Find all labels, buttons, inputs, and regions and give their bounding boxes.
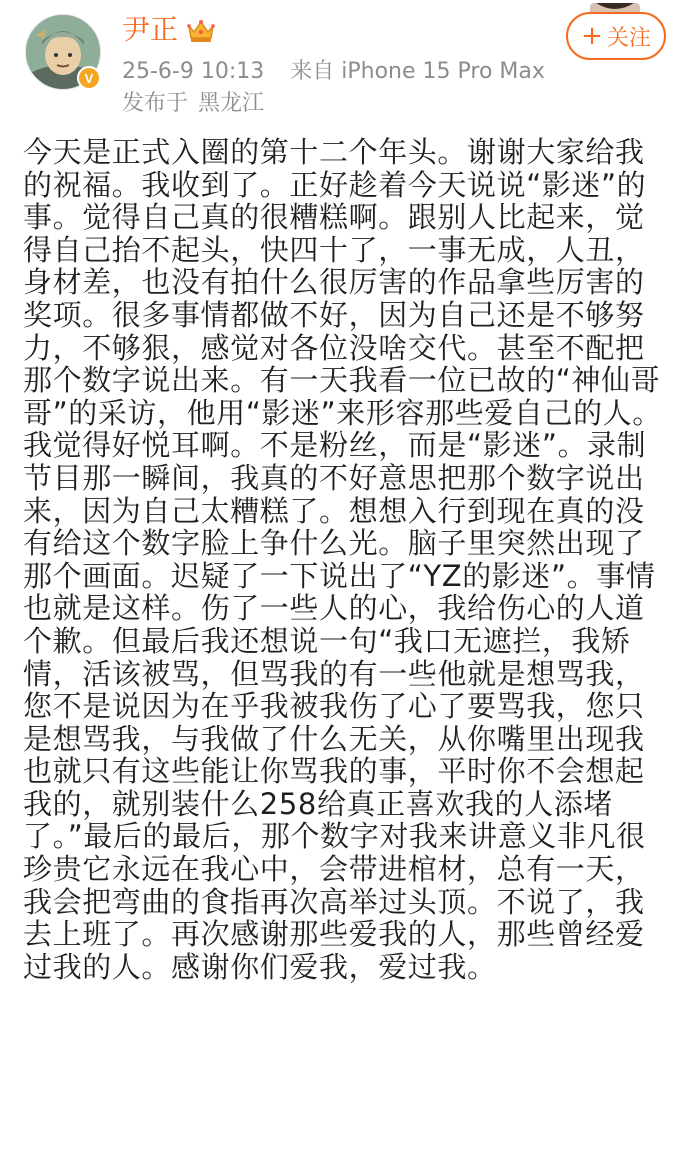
- post-timestamp: 25-6-9 10:13: [122, 59, 265, 84]
- verified-badge-icon: V: [79, 68, 99, 88]
- post-body: 今天是正式入圈的第十二个年头。谢谢大家给我的祝福。我收到了。正好趁着今天说说“影迷”的事。觉得自己真的很糟糕啊。跟别人比起来，觉得自己抬不起头，快四十了，一事无成，人丑，身材差，也没有拍什么很厉害的作品拿些厉害的奖项。很多事情都做不好，因为自己还是不够努力，不够狠，感觉对各位没啥交代。甚至不配把那个数字说出来。有一天我看一位已故的“神仙哥哥”的采访，他用“影迷”来形容那些爱自己的人。我觉得好悦耳啊。不是粉丝，而是“影迷”。录制节目那一瞬间，我真的不好意思把那个数字说出来，因为自己太糟糕了。想想入行到现在真的没有给这个数字脸上争什么光。脑子里突然出现了那个画面。迟疑了一下说出了“YZ的影迷”。事情也就是这样。伤了一些人的心，我给伤心的人道个歉。但最后我还想说一句“我口无遮拦，我矫情，活该被骂，但骂我的有一些他就是想骂我，您不是说因为在乎我被我伤了心了要骂我，您只是想骂我，与我做了什么无关，从你嘴里出现我也就只有这些能让你骂我的事，平时你不会想起我的，就别装什么258给真正喜欢我的人添堵了。”最后的最后，那个数字对我来讲意义非凡很珍贵它永远在我心中，会带进棺材，总有一天，我会把弯曲的食指再次高举过头顶。不说了，我去上班了。再次感谢那些爱我的人，那些曾经爱过我的人。感谢你们爱我，爱过我。: [23, 135, 662, 984]
- author-avatar[interactable]: [25, 14, 103, 92]
- floating-avatar-icon: [576, 3, 654, 12]
- post-meta: [122, 58, 545, 86]
- author-name[interactable]: 尹正: [122, 13, 179, 46]
- post-header: [0, 0, 690, 125]
- plus-icon: +: [581, 21, 603, 51]
- location-label: 发布于: [122, 91, 189, 116]
- location-value: 黑龙江: [198, 91, 265, 116]
- follow-button-label: 关注: [606, 25, 651, 51]
- post-source: 来自 iPhone 15 Pro Max: [290, 59, 545, 84]
- crown-icon: [186, 16, 216, 44]
- post-location: [122, 90, 264, 118]
- floating-avatar-peek: [576, 0, 654, 12]
- follow-button[interactable]: [566, 12, 666, 60]
- verified-badge: [77, 66, 101, 90]
